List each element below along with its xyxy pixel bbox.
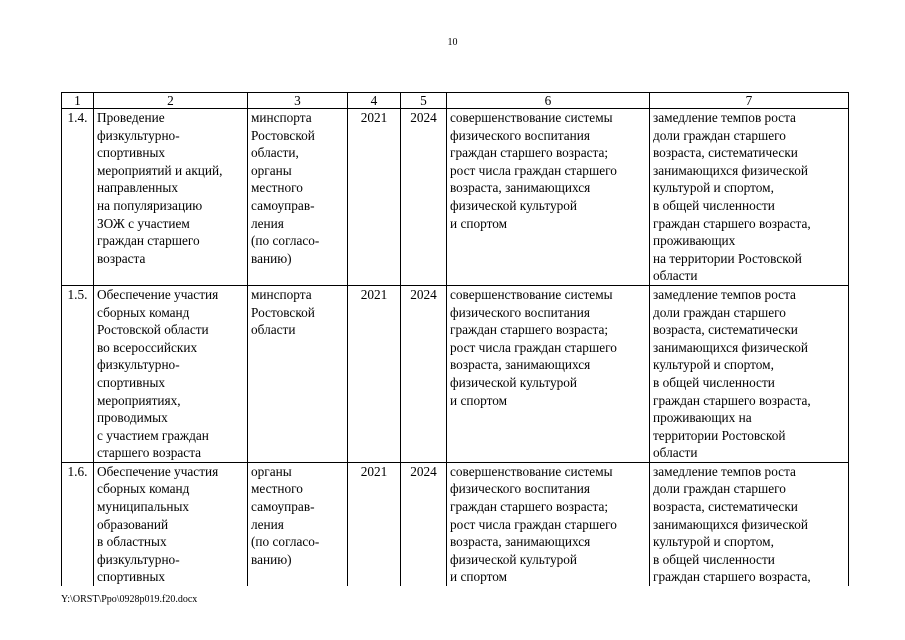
cell-text-line: ванию) [251, 250, 292, 266]
cell-text-line: граждан старшего возраста; [450, 145, 609, 161]
cell-text-line: местного [251, 180, 303, 196]
end-year-cell: 2024 [401, 462, 447, 586]
cell-text-line: возраста, занимающихся [450, 534, 591, 550]
start-year-cell: 2021 [348, 462, 401, 586]
table-row [62, 462, 849, 586]
cell-text-line: физического воспитания [450, 481, 590, 497]
start-year-cell: 2021 [348, 109, 401, 286]
cell-text-line: проживающих [653, 233, 736, 249]
cell-text-line: территории Ростовской [653, 427, 786, 443]
cell-text-line: граждан старшего возраста, [653, 569, 811, 585]
cell-text-line: культурой и спортом, [653, 534, 774, 550]
expected-result-cell [447, 285, 650, 462]
cell-text-line: самоуправ- [251, 499, 315, 515]
cell-text-line: Проведение [97, 110, 165, 125]
cell-text-line: ЗОЖ с участием [97, 215, 190, 231]
cell-text-line: сборных команд [97, 304, 190, 320]
cell-text-line: в общей численности [653, 197, 775, 213]
cell-text-line: Ростовской [251, 127, 315, 143]
cell-text-line: культурой и спортом, [653, 180, 774, 196]
event-name-cell [94, 109, 248, 286]
cell-text-line: возраста, занимающихся [450, 357, 591, 373]
cell-text-line: мероприятиях, [97, 392, 181, 408]
cell-text-line: рост числа граждан старшего [450, 516, 617, 532]
start-year-cell: 2021 [348, 285, 401, 462]
cell-text-line: на территории Ростовской [653, 250, 802, 266]
consequence-cell [650, 285, 849, 462]
executor-cell [248, 109, 348, 286]
cell-text-line: рост числа граждан старшего [450, 162, 617, 178]
cell-text-line: области [653, 445, 698, 461]
cell-text-line: во всероссийских [97, 339, 198, 355]
expected-result-cell [447, 462, 650, 586]
cell-text-line: физкультурно- [97, 127, 180, 143]
column-number-1: 1 [62, 93, 94, 109]
cell-text-line: возраста, систематически [653, 145, 798, 161]
cell-text-line: минспорта [251, 286, 312, 302]
cell-text-line: Ростовской [251, 304, 315, 320]
cell-text-line: сборных команд [97, 481, 190, 497]
column-number-2: 2 [94, 93, 248, 109]
table-row [62, 109, 849, 286]
cell-text-line: физкультурно- [97, 357, 180, 373]
table-header-row [62, 93, 849, 109]
row-number: 1.5. [62, 285, 94, 462]
cell-text-line: граждан старшего возраста, [653, 392, 811, 408]
cell-text-line: занимающихся физической [653, 339, 808, 355]
cell-text-line: граждан старшего [97, 233, 200, 249]
cell-text-line: Обеспечение участия [97, 463, 219, 479]
cell-text-line: спортивных [97, 569, 166, 585]
cell-text-line: занимающихся физической [653, 162, 808, 178]
cell-text-line: спортивных [97, 374, 166, 390]
cell-text-line: в общей численности [653, 551, 775, 567]
expected-result-cell [447, 109, 650, 286]
cell-text-line: в общей численности [653, 374, 775, 390]
cell-text-line: самоуправ- [251, 197, 315, 213]
cell-text-line: рост числа граждан старшего [450, 339, 617, 355]
cell-text-line: доли граждан старшего [653, 481, 786, 497]
executor-cell [248, 285, 348, 462]
cell-text-line: Обеспечение участия [97, 286, 219, 302]
cell-text-line: муниципальных [97, 499, 190, 515]
table-row [62, 285, 849, 462]
cell-text-line: и спортом [450, 215, 508, 231]
cell-text-line: и спортом [450, 569, 508, 585]
cell-text-line: спортивных [97, 145, 166, 161]
consequence-cell [650, 462, 849, 586]
cell-text-line: возраста, систематически [653, 322, 798, 338]
column-number-7: 7 [650, 93, 849, 109]
end-year-cell: 2024 [401, 109, 447, 286]
cell-text-line: физического воспитания [450, 127, 590, 143]
cell-text-line: местного [251, 481, 303, 497]
cell-text-line: физической культурой [450, 374, 578, 390]
cell-text-line: направленных [97, 180, 178, 196]
cell-text-line: замедление темпов роста [653, 286, 796, 302]
event-name-cell [94, 462, 248, 586]
end-year-cell: 2024 [401, 285, 447, 462]
cell-text-line: проводимых [97, 410, 168, 426]
column-number-6: 6 [447, 93, 650, 109]
cell-text-line: физического воспитания [450, 304, 590, 320]
executor-cell [248, 462, 348, 586]
cell-text-line: ления [251, 215, 284, 231]
cell-text-line: мероприятий и акций, [97, 162, 223, 178]
cell-text-line: возраста, систематически [653, 499, 798, 515]
cell-text-line: физической культурой [450, 197, 578, 213]
cell-text-line: с участием граждан [97, 427, 209, 443]
cell-text-line: доли граждан старшего [653, 304, 786, 320]
cell-text-line: области [653, 268, 698, 284]
cell-text-line: физкультурно- [97, 551, 180, 567]
cell-text-line: ванию) [251, 551, 292, 567]
cell-text-line: занимающихся физической [653, 516, 808, 532]
consequence-cell [650, 109, 849, 286]
cell-text-line: на популяризацию [97, 197, 203, 213]
cell-text-line: физической культурой [450, 551, 578, 567]
cell-text-line: органы [251, 463, 292, 479]
cell-text-line: старшего возраста [97, 445, 202, 461]
cell-text-line: области, [251, 145, 299, 161]
cell-text-line: (по согласо- [251, 233, 320, 249]
row-number: 1.4. [62, 109, 94, 286]
footer-file-path: Y:\ORST\Ppo\0928p019.f20.docx [61, 594, 198, 605]
cell-text-line: совершенствование системы [450, 463, 613, 479]
event-name-cell [94, 285, 248, 462]
cell-text-line: возраста [97, 250, 146, 266]
cell-text-line: Ростовской области [97, 322, 209, 338]
row-number: 1.6. [62, 462, 94, 586]
cell-text-line: замедление темпов роста [653, 463, 796, 479]
column-number-5: 5 [401, 93, 447, 109]
cell-text-line: культурой и спортом, [653, 357, 774, 373]
page-number: 10 [447, 37, 458, 48]
cell-text-line: граждан старшего возраста; [450, 499, 609, 515]
cell-text-line: возраста, занимающихся [450, 180, 591, 196]
cell-text-line: образований [97, 516, 169, 532]
cell-text-line: совершенствование системы [450, 110, 613, 125]
column-number-4: 4 [348, 93, 401, 109]
cell-text-line: совершенствование системы [450, 286, 613, 302]
cell-text-line: минспорта [251, 110, 312, 125]
cell-text-line: доли граждан старшего [653, 127, 786, 143]
cell-text-line: проживающих на [653, 410, 752, 426]
cell-text-line: граждан старшего возраста, [653, 215, 811, 231]
cell-text-line: (по согласо- [251, 534, 320, 550]
cell-text-line: области [251, 322, 296, 338]
cell-text-line: граждан старшего возраста; [450, 322, 609, 338]
activities-table [61, 92, 849, 586]
cell-text-line: органы [251, 162, 292, 178]
cell-text-line: ления [251, 516, 284, 532]
column-number-3: 3 [248, 93, 348, 109]
cell-text-line: и спортом [450, 392, 508, 408]
cell-text-line: в областных [97, 534, 167, 550]
cell-text-line: замедление темпов роста [653, 110, 796, 125]
